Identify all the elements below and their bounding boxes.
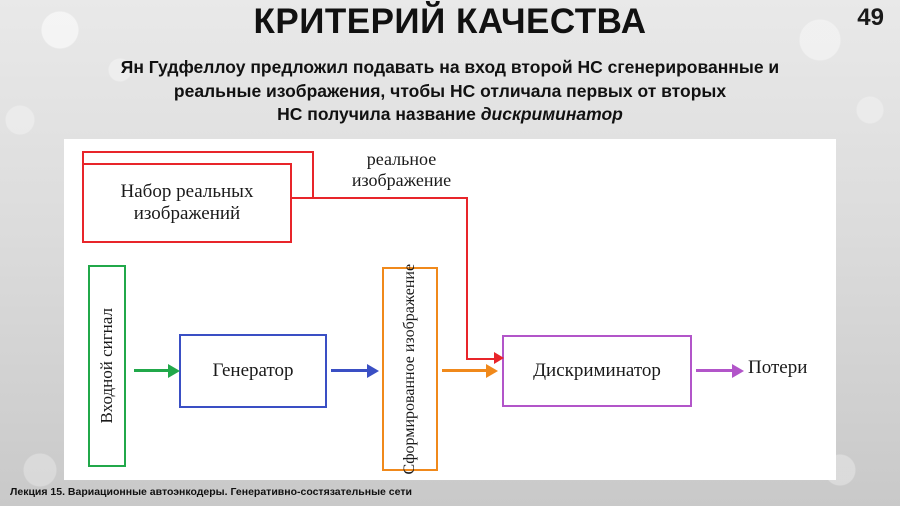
red-connector-segment	[466, 197, 468, 360]
orange-arrow-head-icon	[486, 364, 498, 378]
red-arrow-head-icon	[494, 352, 504, 364]
node-generator	[179, 334, 327, 408]
red-connector-segment	[312, 151, 314, 197]
node-input-signal	[88, 265, 126, 467]
subtitle-line-1: Ян Гудфеллоу предложил подавать на вход второй НС сгенерированные и	[120, 57, 780, 77]
node-discriminator-label: Дискриминатор	[533, 360, 661, 382]
slide-footer: Лекция 15. Вариационные автоэнкодеры. Генеративно-состязательные сети	[10, 486, 412, 498]
purple-arrow-head-icon	[732, 364, 744, 378]
arrow-input-to-generator	[134, 369, 170, 372]
node-discriminator	[502, 335, 692, 407]
gan-diagram	[64, 139, 836, 480]
arrow-generator-to-formed-image	[331, 369, 369, 372]
slide-number: 49	[857, 4, 884, 31]
subtitle-line-3	[20, 103, 880, 127]
slide-subtitle	[20, 56, 880, 127]
subtitle-line-3-plain: НС получила название	[277, 104, 481, 125]
node-generator-label: Генератор	[212, 360, 294, 382]
subtitle-line-2: реальные изображения, чтобы НС отличала первых от вторых	[173, 80, 727, 101]
node-real-image-set	[82, 163, 292, 243]
node-formed-image	[382, 263, 438, 475]
node-real-image-set-label: Набор реальных изображений	[120, 181, 254, 224]
red-connector-segment	[278, 197, 468, 199]
green-arrow-head-icon	[168, 364, 180, 378]
blue-arrow-head-icon	[367, 364, 379, 378]
arrow-discriminator-to-losses	[696, 369, 734, 372]
node-input-signal-label: Входной сигнал	[97, 308, 117, 424]
arrow-formed-image-to-discriminator	[442, 369, 488, 372]
red-connector-segment	[82, 151, 314, 153]
label-real-image: реальное изображение	[351, 149, 452, 191]
subtitle-line-3-italic: дискриминатор	[480, 104, 623, 125]
node-formed-image-label: Сформированное изображение	[400, 263, 418, 475]
node-losses: Потери	[748, 357, 808, 378]
page-title: КРИТЕРИЙ КАЧЕСТВА	[253, 2, 647, 41]
